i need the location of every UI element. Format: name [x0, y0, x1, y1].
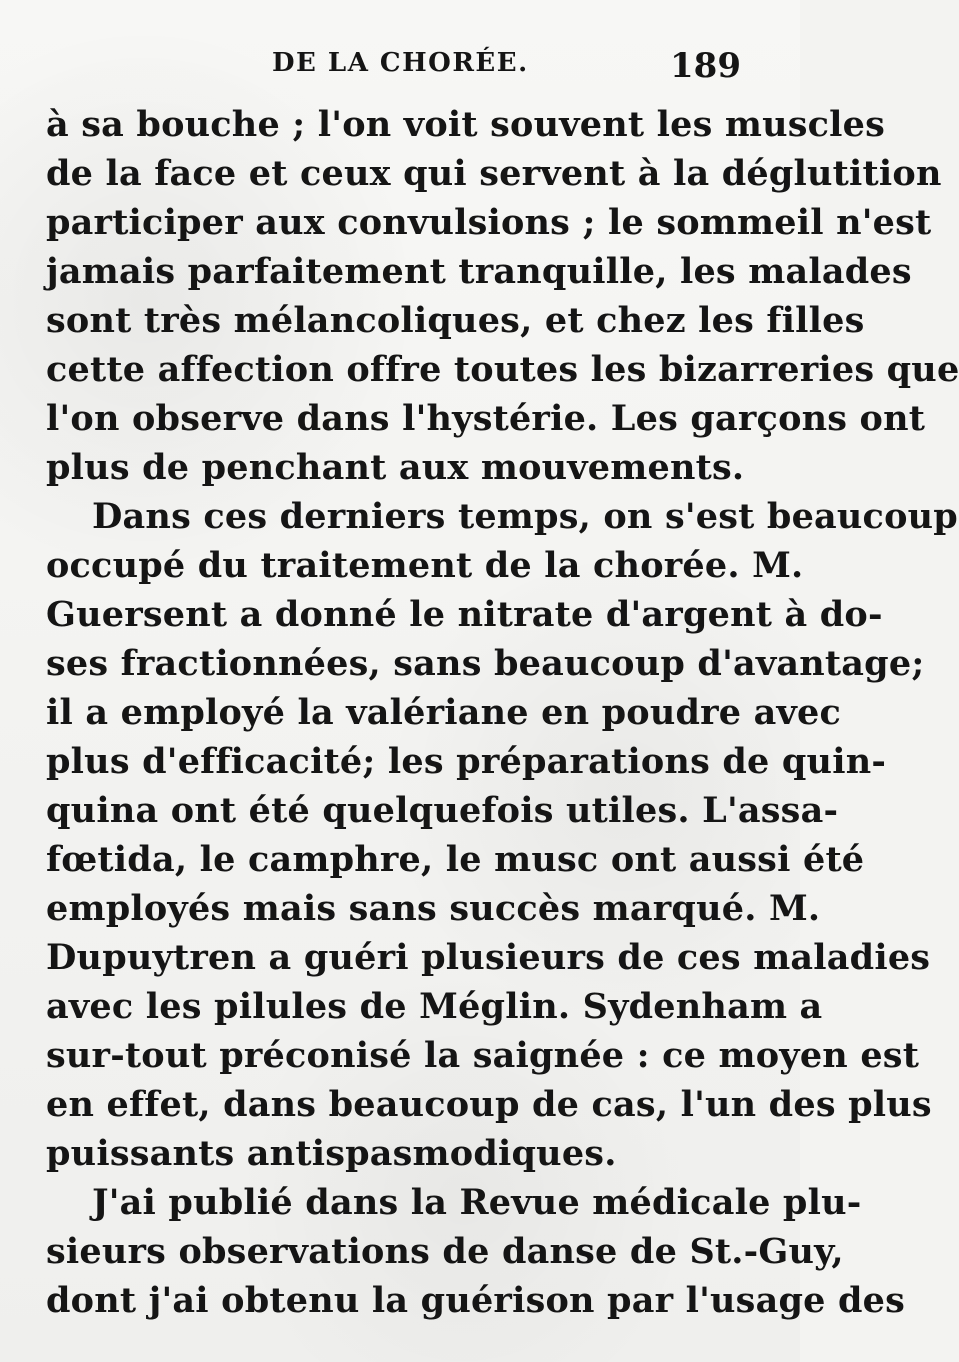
- text-line: Dupuytren a guéri plusieurs de ces maladies: [46, 937, 931, 978]
- text-line: il a employé la valériane en poudre avec: [46, 692, 842, 733]
- text-line: J'ai publié dans la Revue médicale plu-: [92, 1182, 862, 1223]
- text-line: plus de penchant aux mouvements.: [46, 447, 745, 488]
- text-line: sieurs observations de danse de St.-Guy,: [46, 1231, 844, 1272]
- text-line: employés mais sans succès marqué. M.: [46, 888, 821, 929]
- text-line: sont très mélancoliques, et chez les filles: [46, 300, 865, 341]
- text-line: à sa bouche ; l'on voit souvent les muscles: [46, 104, 886, 145]
- paragraph-3: [46, 1178, 906, 1325]
- paragraph-1: [46, 100, 959, 492]
- text-line: Guersent a donné le nitrate d'argent à do-: [46, 594, 883, 635]
- text-line: de la face et ceux qui servent à la déglutition: [46, 153, 942, 194]
- text-line: participer aux convulsions ; le sommeil n'est: [46, 202, 932, 243]
- text-line: plus d'efficacité; les préparations de quin-: [46, 741, 887, 782]
- text-line: quina ont été quelquefois utiles. L'assa-: [46, 790, 839, 831]
- text-line: dont j'ai obtenu la guérison par l'usage des: [46, 1280, 906, 1321]
- paragraph-2: [46, 492, 958, 1178]
- page-number: 189: [670, 46, 741, 86]
- text-line: ses fractionnées, sans beaucoup d'avantage;: [46, 643, 925, 684]
- text-line: cette affection offre toutes les bizarreries que: [46, 349, 959, 390]
- text-line: jamais parfaitement tranquille, les malades: [46, 251, 912, 292]
- text-line: avec les pilules de Méglin. Sydenham a: [46, 986, 823, 1027]
- text-line: puissants antispasmodiques.: [46, 1133, 617, 1174]
- text-line: l'on observe dans l'hystérie. Les garçons ont: [46, 398, 926, 439]
- text-line: sur-tout préconisé la saignée : ce moyen est: [46, 1035, 920, 1076]
- text-line: Dans ces derniers temps, on s'est beaucoup: [92, 496, 958, 537]
- text-line: fœtida, le camphre, le musc ont aussi été: [46, 839, 865, 880]
- page-text: [46, 100, 959, 1325]
- running-head: DE LA CHORÉE.: [272, 48, 529, 78]
- text-line: en effet, dans beaucoup de cas, l'un des plus: [46, 1084, 932, 1125]
- text-line: occupé du traitement de la chorée. M.: [46, 545, 804, 586]
